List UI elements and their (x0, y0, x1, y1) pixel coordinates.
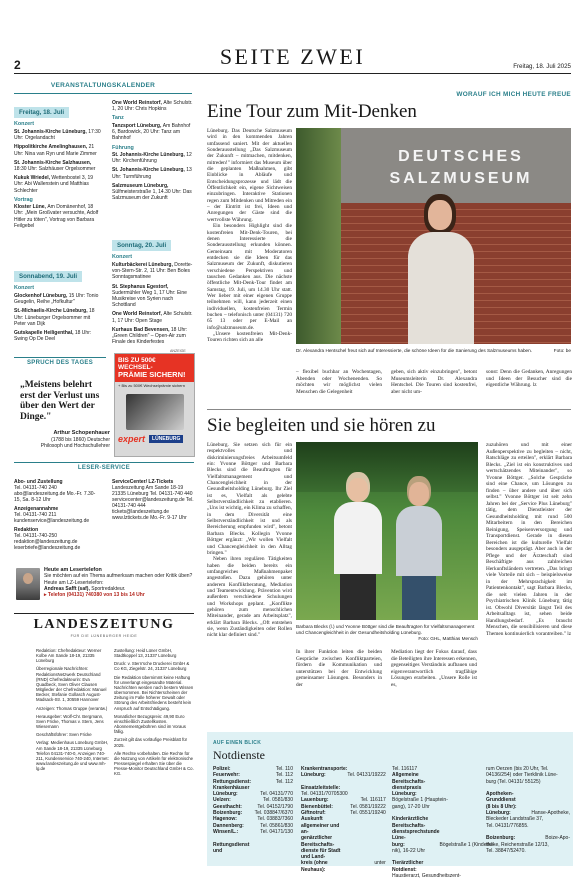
article2-para-2: Neben ihren regulären Tätigkeiten haben die beiden bereits ein umfangreiches Maßnahmenpaket angestoßen. Dazu gehören unter anderem Konfliktberatung, Mediation und Teamentwicklung. Prävention wird außerdem verschiedene Schulungen und Workshops geplant. „Konflikte gehören zum menschlichen Miteinander, gerade am Arbeitsplatz", erklärt Barbara Blecks. „Oft entstehen sie, wenn Zuständigkeiten oder Rollen nicht klar definiert sind." (207, 556, 292, 639)
notdienst-row (301, 835, 386, 848)
calendar-rule (14, 93, 192, 94)
notdienst-row (301, 860, 386, 873)
notdienst-value (255, 842, 293, 855)
notdienst-value: Tel. 03883/7360 (257, 816, 293, 823)
notdienst-label: Rettungsdienst und (213, 841, 250, 854)
service-details: Tel. 04131-740 240 abo@landeszeitung.de Mo.-Fr. 7.30-15, Sa. 8-12 Uhr (14, 485, 96, 503)
ad-headline-2: PRÄMIE SICHERN! (118, 370, 186, 379)
ad-box[interactable] (114, 353, 195, 457)
impressum-paragraph: Zustellung: Heid Lüner GmbH, Stadtkoppel 13, 21337 Lüneburg (114, 648, 177, 659)
notdienst-value: Tel. 112 (275, 772, 293, 779)
notdienst-label: dienstpraxis Lüneburg: (392, 784, 422, 798)
notdienst-row (392, 816, 495, 829)
impressum-paragraph: Zurzeit gilt das vorläufige Preisblatt für 2025. (114, 737, 188, 748)
event-venue: Gutskapelle Heiligenthal, (14, 329, 75, 336)
notdienst-label: dienste für Stadt und Land- (301, 847, 341, 861)
calendar-event (14, 293, 102, 305)
notdienste-col-3 (392, 766, 495, 879)
event-details: Dorette-von-Stern-Str. 2, 11 Uhr: Ben Boles Sonntagsmatinee (112, 261, 193, 281)
day-label-sunday: Sonntag, 20. Juli (112, 240, 171, 251)
notdienst-value: Tel. 110 (275, 766, 293, 772)
category-vortrag: Vortrag (14, 196, 33, 203)
notdienst-label: Dannenberg: (213, 822, 244, 829)
event-details: 18 Uhr: Swing Op De Deel (14, 329, 92, 343)
event-venue: One World Reinstorf, (112, 311, 164, 318)
article1-kicker: WORAUF ICH MICH HEUTE FREUE (456, 91, 571, 98)
service-entry (14, 479, 102, 503)
calendar-col-left (14, 100, 102, 232)
event-venue: Kukuk Wriedel, (14, 175, 52, 182)
impressum-paragraph: Redaktion: Chefredakteur: Werner Kolbe Am Sande 18-19, 21335 Lüneburg (36, 648, 102, 664)
article2-credit: Foto: GHL, Matthias Mensch (418, 635, 478, 641)
contact-title: Heute am Lesertelefon (44, 567, 102, 573)
page-number: 2 (14, 58, 21, 72)
notdienst-value: Bleckeder Landstraße 37, (486, 816, 544, 823)
event-details: Alte Schulstr. 1, 17 Uhr: Open Stage (112, 311, 193, 324)
ad-headline-1: BIS ZU 500€ WECHSEL- (118, 357, 156, 371)
notdienst-value: Tel. 112 (275, 778, 293, 785)
spruch-rule (14, 357, 106, 358)
service-entry (112, 479, 194, 521)
article2-rcol: zuzuhören und mit einer Außenperspektive zu begleiten – nicht, Ratschläge zu erteilen", erklärt Barbara Blecks. „Ziel ist ein konstruktives und wertschätzendes Miteinander", so Yvonne Böttger. „Solche Gespräche sind eine Chance, um Lösungen zu finden – über andere und über sich selbst." Yvonne Böttger ist seit zehn Jahren bei der „Service Plus Lüneburg" tätig, dem Dienstleister der Gesundheitsholding mit rund 500 Mitarbeitern in den Bereichen Reinigung, Speisenversorgung und Transportdienst. Gerade in diesen Bereichen ist die kulturelle Vielfalt besonders ausgeprägt. Aber auch in der Pflege und der Ärzteschaft sind Beschäftigte aus zahlreichen Herkunftsländern vertreten. „Das bringt viele Vorteile mit sich – beispielsweise in der Mehrsprachigkeit im Patientenkontakt", sagt Barbara Blecks, die seit vielen Jahren in der Psychiatrischen Klinik Lüneburg tätig ist. Obwohl Diversität längst Teil des Arbeitsalltags ist, sehen beide Handlungsbedarf. „Es braucht Menschen, die sensibilisieren und diese Themen kontinuierlich vorantreiben." lz (486, 442, 572, 637)
calendar-event (112, 327, 194, 346)
ad-label: ANZEIGE (170, 349, 186, 353)
header-rule (14, 73, 571, 74)
event-details: Wettenbostel 3, 19 Uhr: Abi Wallenstein und Matthias Schlechter (14, 175, 94, 194)
event-venue: St. Johannis-Kirche Lüneburg, (14, 128, 89, 135)
notdienst-row (486, 791, 570, 804)
day-label-saturday: Sonnabend, 19. Juli (14, 271, 82, 282)
calendar-event (112, 100, 194, 112)
impressum-paragraph: Verlag: Medienhaus Lüneburg GmbH, Am Sande 18-19, 21335 Lüneburg Telefon 04131-740-0, Anzeigen 740-211, Kundenservice 740-240, Internet: www.landeszeitung.de und www.mh-lg.de (36, 740, 109, 772)
event-details: Sudermühler Weg 1, 17 Uhr: Eine Musikreise von Syrien nach Schottland (112, 289, 187, 309)
notdienst-label: Winsen/L.: (213, 828, 239, 835)
spruch-info-1: (1788 bis 1860) Deutscher (51, 437, 110, 443)
event-venue: Kulturbäckerei Lüneburg, (112, 261, 175, 268)
spruch-info-2: Philosoph und Hochschullehrer (40, 443, 110, 449)
notdienst-label: Krankenhäuser (213, 784, 250, 791)
article1-photo (296, 128, 571, 344)
notdienst-label: Polizei: (213, 766, 231, 772)
event-details: Am Bahnhof 6, Bardowick, 20 Uhr: Tanz am Bahnhof (112, 122, 191, 142)
event-venue: St.-Michaelis-Kirche Lüneburg, (14, 308, 90, 315)
event-venue: Kurhaus Bad Bevensen, (112, 326, 171, 333)
calendar-event (14, 330, 102, 342)
notdienst-label: Lauenburg: (301, 797, 329, 804)
notdienst-label: Boizenburg: (213, 810, 243, 817)
notdienst-value: rum Oerzen (bis 20 Uhr, Tel. (486, 766, 549, 772)
calendar-event (112, 123, 194, 142)
article2-bcol2: In ihrer Funktion leiten die beiden Gespräche zwischen Konfliktparteien, fördern die Kommunikation und unterstützen bei der Entwicklung gemeinsamer Lösungen. Besonders in der (296, 649, 382, 688)
notdienste-title: Notdienste (213, 748, 265, 762)
notdienst-value: theke, Reichenstraße 12/13, (486, 841, 549, 848)
event-venue: Salzmuseum Lüneburg, (112, 182, 169, 189)
notdienst-label: Lüneburg: (213, 791, 238, 798)
calendar-event (14, 129, 102, 141)
ad-city: LÜNEBURG (149, 435, 183, 443)
notdienst-label: Krankentransporte: (301, 766, 348, 772)
event-details: 18 Uhr: „Green Children" – Open-Air zum Finale des Kinderfestes (112, 326, 188, 346)
contact-text: Sie möchten auf ein Thema aufmerksam machen oder Kritik üben? Heute am LZ-Lesertelefon: (44, 573, 193, 586)
notdienste-col-1 (213, 766, 293, 854)
notdienst-row (392, 829, 495, 842)
notdienst-row (301, 848, 386, 861)
event-details: Alte Schulstr. 1, 20 Uhr: Chris Hopkins (112, 100, 193, 113)
contact-photo (16, 568, 40, 600)
notdienst-value: Tel. 0581/830 (262, 797, 293, 804)
article1-bcol3: geben, sich aktiv einzubringen", betont Museumsleiterin Dr. Alexandra Hentschel. Die Touren sind kostenfrei, aber nicht um- (391, 369, 477, 395)
event-details: 15 Uhr: Tonio Geugelin, Reihe „Hofkultur" (14, 292, 99, 306)
notdienst-value: Tel. 04171/130 (260, 828, 293, 835)
impressum-col-2 (114, 648, 194, 779)
article1-bcol2: – flexibel buchbar an Wochentagen, Abenden oder Wochenenden. So möchten wir möglichst vielen Menschen die Gelegenheit (296, 369, 382, 395)
event-venue: St. Johannis-Kirche Lüneburg, (112, 167, 187, 174)
article1-col1 (207, 128, 292, 344)
day-label-friday: Freitag, 18. Juli (14, 107, 69, 118)
article2-col1 (207, 442, 292, 639)
impressum-paragraph: Druck: v. Stern'sche Druckerei GmbH & Co KG, Ziegelstr. 24, 21337 Lüneburg (114, 661, 190, 672)
notdienst-value: Tel. 04131/19222 (347, 772, 386, 779)
notdienst-label: kreis (ohne Neuhaus): (301, 860, 328, 873)
notdienst-label: Uelzen: (213, 797, 231, 804)
notdienst-value: Tel. 04131/770 (260, 791, 293, 798)
article1-caption: Dr. Alexandra Hentschel freut sich auf Interessierte, die schöne Ideen für die Sanierung des Salzmuseums haben. Foto: be (296, 348, 571, 353)
notdienst-value: Tel. 0551/19240 (350, 810, 386, 817)
calendar-sunday (112, 233, 194, 348)
notdienst-label: Boizenburg: (486, 835, 516, 842)
notdienst-value: Boize-Apo- (545, 835, 570, 842)
event-details: 21 Uhr: Nina van Ryn und Marie Zimmer (14, 144, 97, 157)
article1-bcol4: sonst: Denn die Gedanken, Anregungen und Ideen der Besucher sind die eigentliche Währung. lz (486, 369, 572, 388)
notdienst-label: Geesthacht: (213, 803, 242, 810)
spruch-author: Arthur Schopenhauer (53, 430, 110, 436)
notdienst-value (531, 791, 570, 804)
notdienst-row (486, 848, 570, 854)
event-venue: Glockenhof Lüneburg, (14, 292, 69, 299)
contact-role: Sportredakteur. (91, 585, 126, 592)
notdienst-label: Apotheken-Grunddienst (486, 791, 516, 804)
event-details: 12 Uhr: Kirchenführung (112, 151, 192, 165)
event-details: 18:30 Uhr: Salzhäuser Orgelsommer (14, 165, 96, 172)
contact-box (44, 567, 196, 598)
notdienst-row (392, 873, 495, 879)
calendar-event (112, 152, 194, 164)
calendar-event (14, 204, 102, 229)
notdienst-label: Lüneburg: (486, 810, 511, 817)
page-title: SEITE ZWEI (219, 44, 366, 69)
event-venue: Tanzsport Lüneburg, (112, 122, 163, 129)
notdienst-value: Tel. 04152/1790 (257, 803, 293, 810)
notdienst-label: (8 bis 8 Uhr): (486, 803, 517, 810)
calendar-event (112, 284, 194, 309)
notdienst-value: Tel. 116117 (392, 766, 418, 772)
notdienst-row (392, 785, 495, 798)
lz-logo: LANDESZEITUNG (33, 617, 175, 632)
calendar-event (112, 183, 194, 202)
article2-bcol3: Mediation liegt der Fokus darauf, dass die Beteiligten ihre Interessen erkennen, gegenseitiges Verständnis aufbauen und eigenverantwortlich tragfähige Lösungen erarbeiten. „Unsere Rolle ist es, (391, 649, 477, 688)
calendar-event (14, 144, 102, 156)
event-venue: Kloster Lüne, (14, 204, 48, 211)
article1-para-2: Ein besonders Highlight sind die kostenfreien Mit-Denk-Touren, bei denen Interessierte die Sonderausstellung erkunden können. Gemeinsam mit Moderatoren entdecken sie die Ideen für das Salzmuseum der Zukunft, diskutieren verschiedene Perspektiven und tauschen Gedanken aus. Die nächste öffentliche Mit-Denk-Tour findet am Samstag, 19. Juli, um 14.30 Uhr statt. Wer lieber mit einer eigenen Gruppe teilnehmen will, kann jederzeit einen individuellen, kostenfreien Termin buchen – telefonisch unter (04131) 720 65 13 oder per E-Mail an info@salzmuseum.de. (207, 223, 292, 331)
contact-phone[interactable]: ▸ Telefon (04131) 740380 von 13 bis 14 Uhr (44, 592, 145, 599)
impressum-paragraph: Monatlicher Bezugspreis: 49,90 Euro einschließlich Zustellkosten. Abonnementgebühren sind im Voraus fällig. (114, 713, 186, 735)
service-details: Tel. 04131-740-250 redaktion@landeszeitung.de leserbriefe@landeszeitung.de (14, 533, 81, 551)
category-label: Tanz (112, 115, 124, 122)
impressum-paragraph: Geschäftsführer: Sven Fricke (36, 732, 92, 738)
impressum-paragraph: Herausgeber: Wolf-Chr. Bergmann, Sven Fricke, Thomas v. Stern, Jens Wiesemann (36, 713, 104, 730)
event-venue: Hippolitkirche Amelinghausen, (14, 144, 89, 151)
service-heading: Abo- und Zustellung (14, 479, 63, 485)
article2-para-1: Lüneburg. Sie setzen sich für ein respektvolles und diskriminierungsfreies Arbeitsumfeld ein: Yvonne Böttger und Barbara Blecks sind die Beauftragten für Vielfaltsmanagement und Chancengleichheit in der Gesundheitsholding Lüneburg. Ihr Ziel ist es, Vielfalt als gelebte Selbstverständlichkeit zu etablieren. „Uns ist wichtig, ein Klima zu schaffen, in dem Diversität eine Selbstverständlichkeit ist und als Bereicherung empfunden wird", betont Barbara Blecks. Kollegin Yvonne Böttger ergänzt: „Wir wollen Vielfalt und Chancengleichheit in den Alltag bringen." (207, 442, 292, 556)
notdienst-label: dienstsprechstunde Lüne- (392, 828, 440, 842)
event-details: 13 Uhr: Turmführung (112, 167, 192, 180)
notdienst-label: Lüneburg: (301, 772, 326, 779)
notdienst-value: Tel. 038847/6370 (254, 810, 293, 817)
ad-subline: + Bis zu 500€ Wechselprämie sichern (118, 383, 185, 388)
category-konzert: Konzert (14, 121, 35, 128)
notdienst-label: Giftnotruf: (301, 810, 326, 817)
notdienst-row (392, 772, 495, 785)
notdienst-value: Bögelstraße 1 (Kinderkli- (439, 841, 495, 848)
notdienst-value (347, 816, 385, 835)
notdienst-value (440, 860, 495, 873)
notdienste-col-2 (301, 766, 386, 873)
service-heading: Redaktion (14, 527, 39, 533)
notdienst-label: Einsatzleitstelle: (301, 784, 341, 791)
event-venue: St. Johannis-Kirche Salzhausen, (14, 159, 92, 166)
notdienst-label: Tierärztlicher Notdienst: (392, 860, 424, 873)
notdienst-label: Allgemeine Bereitschafts- (392, 772, 426, 785)
notdienst-value: Tel. 116117 (360, 797, 386, 804)
ad-product-image (126, 394, 184, 430)
lz-logo-rule-top (14, 613, 194, 614)
calendar-saturday (14, 264, 102, 345)
notdienst-row (486, 772, 570, 778)
service-entry (14, 506, 102, 524)
calendar-col-right (112, 100, 194, 204)
category-konzert: Konzert (112, 254, 133, 261)
impressum-paragraph: Die Redaktion übernimmt keine Haftung für unverlangt eingesandte Material. Nachrichten werden nach bestem Wissen übernommen. Bei Nichterscheinen der Zeitung im Falle höherer Gewalt oder Störung des Arbeitsfriedens besteht kein Anspruch auf Entschädigung. (114, 674, 194, 711)
notdienst-value: Tel. 04131/70705300 (301, 791, 348, 798)
event-details: Sülfmeisterstraße 1, 14.30 Uhr: Das Salzmuseum der Zukunft (112, 189, 192, 202)
lz-logo-sub: FÜR DIE LÜNEBURGER HEIDE (70, 634, 138, 638)
calendar-event (14, 308, 102, 327)
notdienst-row (301, 816, 386, 835)
service-details: Tel. 04131-740 211 kundenservice@landeszeitung.de (14, 512, 90, 524)
service-heading: Anzeigenannahme (14, 506, 59, 512)
impressum-paragraph: Alle Rechte vorbehalten. Die Rechte für die Nutzung von Artikeln für elektronische Pressespiegel erhalten Sie über die Presse-Monitor Deutschland GmbH & Co. KG. (114, 750, 194, 777)
event-details: 18 Uhr: Lüneburger Orgelsommer mit Peter van Dijk (14, 308, 95, 327)
notdienst-value: nik), 16-22 Uhr (392, 847, 426, 854)
service-entry (14, 527, 102, 551)
category-label: Führung (112, 144, 134, 151)
notdienst-value: Tel. 38847/52470. (486, 847, 526, 854)
notdienst-value: gang), 17-20 Uhr (392, 803, 430, 810)
notdienst-label: Feuerwehr: (213, 772, 240, 779)
notdienst-value: Tel. 04131/776855. (486, 822, 529, 829)
article1-credit: Foto: be (553, 348, 571, 353)
impressum-paragraph: Anzeigen: Thomas Gruppe (verantw.) (36, 705, 108, 711)
notdienst-label: Hagenow: (213, 816, 237, 823)
notdienst-label: burg: (392, 841, 405, 848)
article2-caption: Barbara Blecks (l.) und Yvonne Böttger sind die Beauftragten für Vielfaltsmanagement und Chancengleichheit in der Gesundheitsholding Lüneburg. Foto: GHL, Matthias Mensch (296, 624, 478, 641)
article2-photo (296, 442, 478, 620)
calendar-event (14, 160, 102, 172)
notdienst-value: unter (374, 860, 386, 867)
event-details: 17:30 Uhr: Orgelandacht (14, 128, 101, 142)
event-venue: St. Stephanus Egestorf, (112, 283, 169, 290)
service-heading: ServiceCenter/ LZ-Tickets (112, 479, 174, 485)
notdienste-col-4 (486, 766, 570, 854)
notdienst-value (347, 848, 385, 861)
service-rule (14, 462, 194, 463)
notdienst-value: Bögelstraße 1 (Hauptein- (392, 797, 448, 804)
service-details: Landeszeitung Am Sande 18-19 21335 Lüneburg Tel. 04131-740 440 servicecenter@landeszeitung.de Tel. 04131-740 444 tickets@landeszeitung.de www.lztickets.de Mo.-Fr. 9-17 Uhr (112, 485, 194, 521)
event-details: Am Domänenhof, 18 Uhr: „Mein Großvater versuchte, Adolf Hitler zu töten", Vortrag von Barbara Feilgebel (14, 204, 99, 229)
notdienst-value: 04136/254) oder Tierklinik Lüne- (486, 772, 558, 779)
calendar-event (112, 167, 194, 179)
page-date: Freitag, 18. Juli 2025 (513, 63, 571, 70)
notdienst-label: genärztlicher Bereitschafts- (301, 835, 335, 848)
spruch-quote: „Meistens belehrt erst der Verlust uns über den Wert der Dinge." (20, 380, 100, 422)
calendar-title: VERANSTALTUNGSKALENDER (50, 82, 156, 89)
notdienst-row (213, 842, 293, 855)
calendar-event (112, 311, 194, 323)
impressum-col-1 (36, 648, 110, 774)
sign-text: DEUTSCHES SALZMUSEUM (389, 148, 533, 187)
article1-para-1: Lüneburg. Das Deutsche Salzmuseum wird in den kommenden Jahren umfassend saniert. Mit der aktuellen Sonderausstellung „Das Salzmuseum der Zukunft – mitmachen, mitdenken, mitreden!" informiert das Museum über die geplanten Maßnahmen, gibt Einblicke in Abläufe und Entscheidungsprozesse und lädt die Öffentlichkeit ein, eigene Sichtweisen einzubringen. Interaktive Stationen regen zum Mitdenken und Mitreden ein – der Eintritt ist frei, Ideen und Anregungen der Gäste sind die wertvollste Währung. (207, 128, 292, 223)
article2-headline: Sie begleiten und sie hören zu (207, 415, 436, 436)
spruch-title: SPRUCH DES TAGES (26, 360, 94, 366)
calendar-event (112, 262, 194, 281)
calendar-event (14, 175, 102, 194)
impressum-paragraph: Überregionale Nachrichten: RedaktionsNetzwerk Deutschland (RND) Chefredakteurin: Eva Quadbeck, Sven Oliver Clausen Mitglieder der Chefredaktion: Manuel Becker, Stefanie Gollasch August-Madsack-Str. 1, 30559 Hannover (36, 666, 107, 703)
article1-para-3: „Unsere kostenfreien Mit-Denk-Touren richten sich an alle (207, 331, 292, 344)
notdienst-value: Hanse-Apotheke, (531, 810, 570, 817)
contact-name: Andreas Safft (saf), (44, 585, 90, 592)
category-konzert: Konzert (14, 285, 35, 292)
service-left (14, 479, 102, 554)
event-venue: One World Reinstorf, (112, 100, 164, 106)
notdienste-pill: AUF EINEN BLICK (213, 740, 262, 746)
notdienst-value: burg (Tel. 04131/ 55125) (486, 778, 541, 785)
service-right (112, 479, 194, 524)
ad-brand-logo: expert (118, 433, 146, 444)
notdienst-label: Auskunft allgemeiner und an- (301, 816, 340, 835)
service-title: LESER-SERVICE (77, 465, 131, 471)
article1-headline: Eine Tour zum Mit-Denken (207, 101, 417, 122)
notdienst-label: Bienenbüttel: (301, 803, 333, 810)
notdienst-label: Rettungsdienst: (213, 778, 252, 785)
notdienst-label: Kinderärztliche Bereitschafts- (392, 816, 429, 829)
article-divider (207, 409, 571, 410)
notdienst-value (347, 835, 385, 848)
event-venue: St. Johannis-Kirche Lüneburg, (112, 151, 187, 158)
notdienst-value: Tel. 05861/830 (260, 822, 293, 829)
notdienst-row (392, 860, 495, 873)
notdienst-value: Tel. 0581/19222 (350, 803, 386, 810)
notdienst-value: Haustierarzt, Gesundheitszent- (392, 873, 461, 879)
